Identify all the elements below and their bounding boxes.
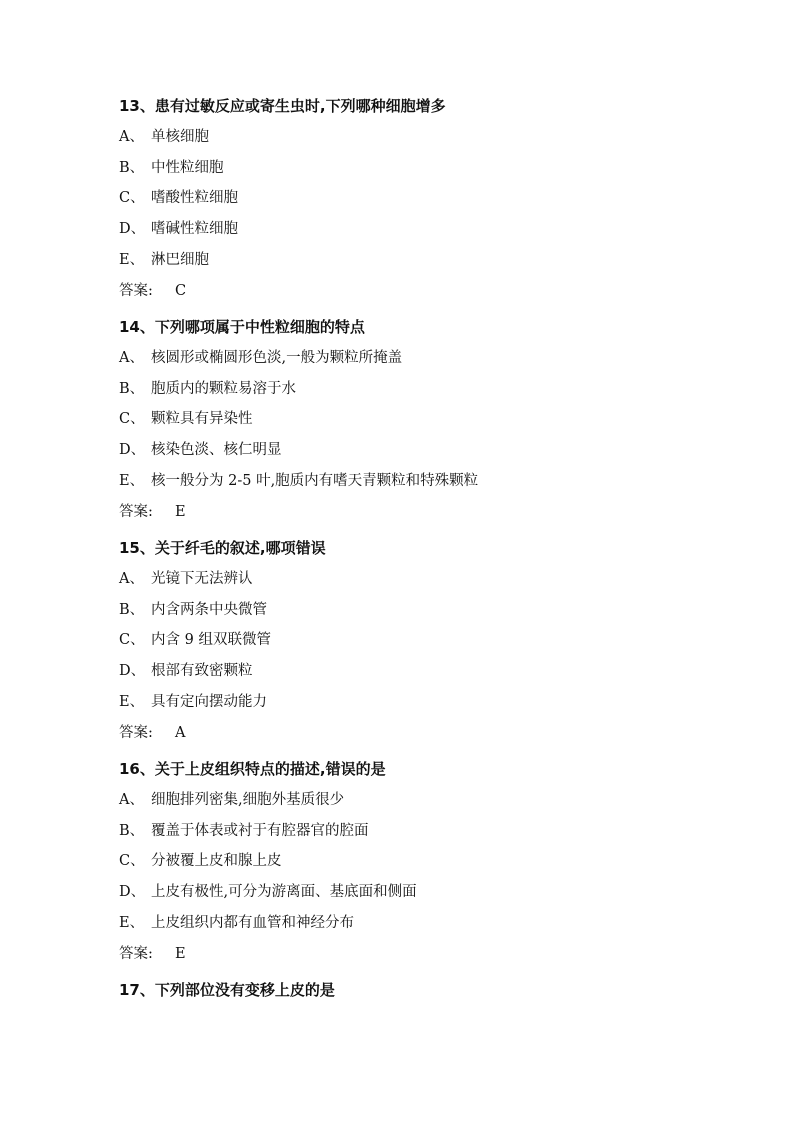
- option-text: 颗粒具有异染性: [151, 411, 253, 427]
- option-text: 细胞排列密集,细胞外基质很少: [151, 792, 345, 808]
- answer-line: [119, 502, 186, 522]
- option-text: 嗜酸性粒细胞: [151, 190, 238, 206]
- option-a: [119, 348, 402, 368]
- question-title: 14、下列哪项属于中性粒细胞的特点: [119, 318, 365, 336]
- option-letter: A、: [119, 350, 144, 366]
- option-e: [119, 692, 267, 712]
- option-c: [119, 409, 253, 429]
- option-text: 覆盖于体表或衬于有腔器官的腔面: [151, 823, 369, 839]
- option-letter: D、: [119, 221, 146, 237]
- option-text: 内含两条中央微管: [151, 602, 267, 618]
- option-d: [119, 440, 282, 460]
- answer-label: 答案:: [119, 504, 153, 520]
- option-letter: E、: [119, 694, 145, 710]
- option-a: [119, 127, 209, 147]
- option-a: [119, 790, 344, 810]
- option-d: [119, 661, 253, 681]
- option-text: 核染色淡、核仁明显: [151, 442, 282, 458]
- question-title: 17、下列部位没有变移上皮的是: [119, 981, 335, 999]
- answer-line: [119, 281, 186, 301]
- option-letter: C、: [119, 632, 145, 648]
- option-letter: D、: [119, 442, 146, 458]
- option-letter: C、: [119, 190, 145, 206]
- option-text: 嗜碱性粒细胞: [151, 221, 238, 237]
- option-b: [119, 158, 224, 178]
- option-text: 淋巴细胞: [151, 252, 209, 268]
- answer-label: 答案:: [119, 725, 153, 741]
- option-b: [119, 821, 369, 841]
- option-text: 胞质内的颗粒易溶于水: [151, 381, 296, 397]
- option-letter: D、: [119, 884, 146, 900]
- question-title: 13、患有过敏反应或寄生虫时,下列哪种细胞增多: [119, 97, 446, 115]
- option-text: 光镜下无法辨认: [151, 571, 253, 587]
- answer-label: 答案:: [119, 283, 153, 299]
- option-e: [119, 913, 354, 933]
- option-d: [119, 219, 238, 239]
- answer-label: 答案:: [119, 946, 153, 962]
- option-letter: D、: [119, 663, 146, 679]
- answer-value: E: [175, 504, 186, 520]
- option-letter: E、: [119, 252, 145, 268]
- option-b: [119, 600, 267, 620]
- option-letter: A、: [119, 571, 144, 587]
- option-letter: A、: [119, 129, 144, 145]
- answer-value: C: [175, 283, 187, 299]
- answer-line: [119, 944, 186, 964]
- option-letter: B、: [119, 160, 145, 176]
- option-text: 分被覆上皮和腺上皮: [151, 853, 282, 869]
- option-letter: C、: [119, 411, 145, 427]
- option-text: 核圆形或椭圆形色淡,一般为颗粒所掩盖: [151, 350, 403, 366]
- option-letter: C、: [119, 853, 145, 869]
- option-text: 中性粒细胞: [151, 160, 224, 176]
- option-letter: B、: [119, 823, 145, 839]
- question-title: 15、关于纤毛的叙述,哪项错误: [119, 539, 326, 557]
- question-title: 16、关于上皮组织特点的描述,错误的是: [119, 760, 386, 778]
- option-text: 根部有致密颗粒: [151, 663, 253, 679]
- option-d: [119, 882, 417, 902]
- option-b: [119, 379, 296, 399]
- answer-line: [119, 723, 185, 743]
- option-letter: E、: [119, 473, 145, 489]
- option-text: 上皮组织内都有血管和神经分布: [151, 915, 354, 931]
- option-e: [119, 250, 209, 270]
- option-text: 具有定向摆动能力: [151, 694, 267, 710]
- option-text: 单核细胞: [151, 129, 209, 145]
- answer-value: E: [175, 946, 186, 962]
- option-a: [119, 569, 253, 589]
- option-c: [119, 630, 271, 650]
- option-letter: E、: [119, 915, 145, 931]
- option-text: 内含 9 组双联微管: [151, 632, 271, 648]
- option-text: 上皮有极性,可分为游离面、基底面和侧面: [151, 884, 417, 900]
- answer-value: A: [175, 725, 186, 741]
- option-c: [119, 188, 238, 208]
- option-letter: A、: [119, 792, 144, 808]
- option-text: 核一般分为 2-5 叶,胞质内有嗜天青颗粒和特殊颗粒: [151, 473, 479, 489]
- option-letter: B、: [119, 381, 145, 397]
- option-c: [119, 851, 282, 871]
- option-e: [119, 471, 478, 491]
- option-letter: B、: [119, 602, 145, 618]
